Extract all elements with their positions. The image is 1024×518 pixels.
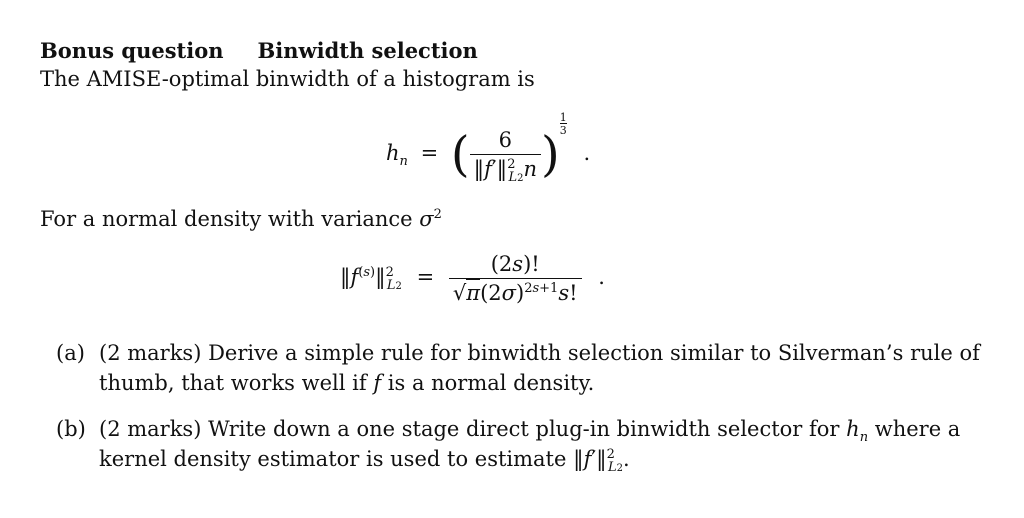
question-heading	[40, 38, 478, 63]
intro-text: The AMISE-optimal binwidth of a histogram is	[40, 67, 535, 91]
eq2-denominator: $√\pi(2\sigma)^{2s+1}s$!	[449, 278, 582, 305]
part-b-text: (2 marks) Write down a one stage direct plug-in binwidth selector for $h_n$ where a kernel density estimator is used to estimate ‖f′‖$^2_{L2}$.	[99, 417, 961, 476]
eq2-numerator: (2s)!	[490, 252, 540, 276]
part-a-text: (2 marks) Derive a simple rule for binwidth selection similar to Silverman’s rule of thumb, that works well if f is a normal density.	[99, 341, 980, 395]
part-b-tag: (b)	[56, 417, 86, 441]
normal-density-text: For a normal density with variance $\sigma^2$	[40, 207, 442, 231]
amise-binwidth-equation: $h_n$ = ( $\frac{6}{‖f'‖^2_{L2}n}$ )$^{1 3}$ .	[386, 111, 591, 186]
question-label: Bonus question	[40, 38, 224, 63]
part-a-tag: (a)	[56, 341, 85, 365]
eq1-numerator: 6	[498, 128, 512, 152]
normal-norm-equation: $‖f^{(s)}‖^2_{L2}$ = $\frac{(2s)!}{√\pi(2\sigma)^{2s+1}s!}$ .	[340, 252, 605, 305]
question-title: Binwidth selection	[257, 38, 478, 63]
eq1-denominator: ‖f′‖$^2_{L2}$n	[470, 154, 541, 181]
